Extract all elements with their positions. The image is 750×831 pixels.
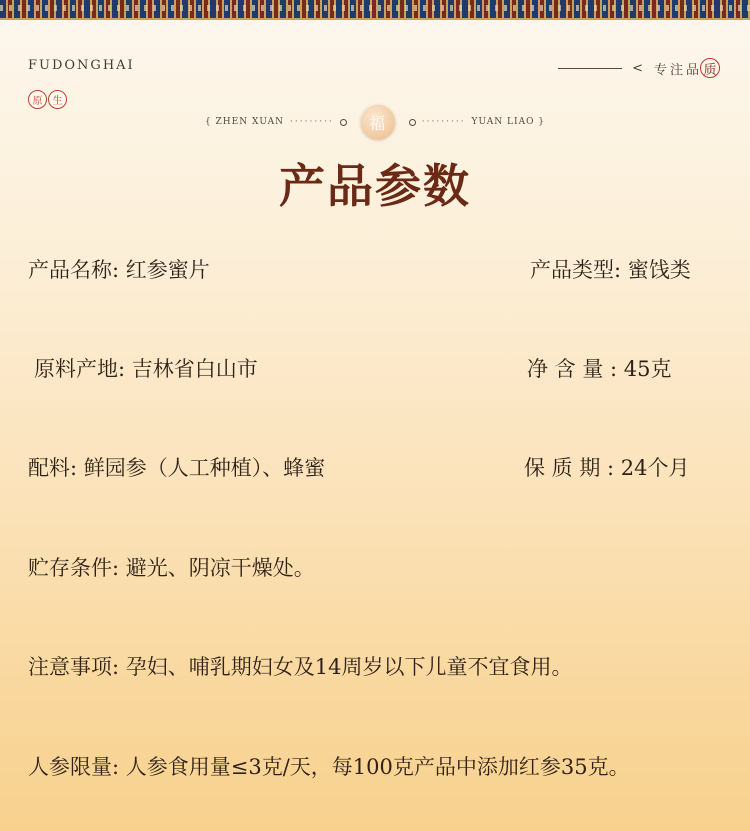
param-notice: 注意事项: 孕妇、哺乳期妇女及14周岁以下儿童不宜食用。 [28, 655, 573, 679]
tagline-circled-char: 质 [700, 58, 720, 78]
param-origin: 原料产地: 吉林省白山市 [34, 357, 258, 381]
subhead-left: { ZHEN XUAN [204, 117, 285, 127]
subhead-dots-left: ········· [290, 117, 334, 127]
subheading-ornament [0, 104, 750, 140]
seal-char: 原 [28, 90, 47, 109]
subhead-dots-right: ········· [421, 117, 466, 127]
page-title: 产品参数 [279, 159, 471, 213]
fu-medallion-icon: 福 [361, 105, 395, 139]
tagline-text: 专注品 [653, 62, 702, 78]
param-product-type: 产品类型: 蜜饯类 [530, 258, 691, 282]
param-product-name: 产品名称: 红参蜜片 [28, 258, 210, 282]
tagline [558, 58, 720, 78]
param-ginseng-limit: 人参限量: 人参食用量≤3克/天，每100克产品中添加红参35克。 [28, 755, 630, 779]
ornamental-border [0, 0, 750, 20]
ring-icon [409, 119, 416, 126]
tagline-rule [558, 68, 622, 69]
param-ingredients: 配料: 鲜园参（人工种植）、蜂蜜 [28, 456, 326, 480]
brand-name: FUDONGHAI [28, 58, 135, 73]
tagline-arrow: < [632, 60, 646, 76]
ring-icon [340, 119, 347, 126]
param-shelf-life: 保 质 期 : 24个月 [524, 456, 690, 480]
param-net-content: 净 含 量 : 45克 [527, 357, 672, 381]
subhead-right: YUAN LIAO } [471, 117, 546, 127]
param-storage: 贮存条件: 避光、阴凉干燥处。 [28, 556, 315, 580]
seal-char: 生 [48, 90, 67, 109]
